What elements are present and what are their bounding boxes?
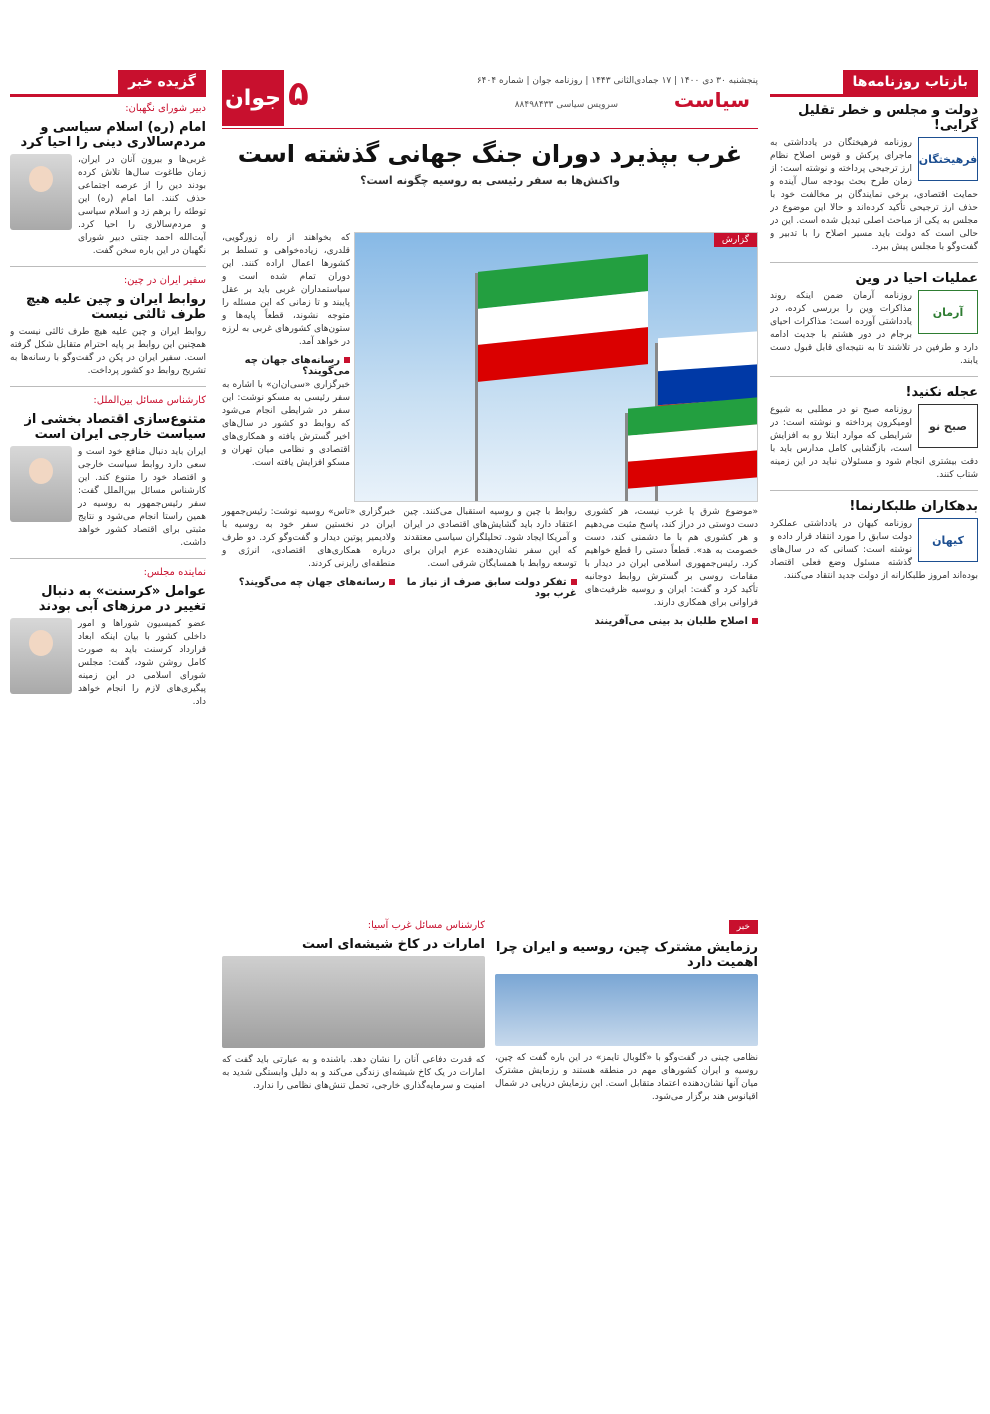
article-subheading (585, 616, 758, 627)
press-review-label: بازتاب روزنامه‌ها (843, 70, 979, 94)
subheading-text: اصلاح طلبان بد بینی می‌آفرینند (594, 616, 748, 627)
press-item (770, 499, 978, 583)
iran-flag (478, 254, 648, 382)
section-title: سیاست (673, 88, 750, 112)
subheading-text: رسانه‌های جهان چه می‌گویند؟ (238, 577, 386, 588)
article-subtitle: کارشناس مسائل غرب آسیا: (367, 920, 485, 931)
news-tag: خبر (729, 920, 758, 934)
divider (10, 558, 206, 559)
bottom-articles (222, 914, 758, 1414)
avatar (10, 618, 72, 694)
article-title: امارات در کاخ شیشه‌ای است (301, 937, 485, 952)
press-item-title: عجله نکنید! (905, 385, 978, 400)
digest-title: متنوع‌سازی اقتصاد بخشی از سیاست خارجی ایران است (24, 412, 206, 442)
digest-text: ایران باید دنبال منافع خود است و سعی دارد روابط سیاست خارجی و اقتصاد خود را متنوع کند. این کارشناس مسائل بین‌الملل گفت: سفر رئیس‌جمهور به روسیه در همین راستا انجام می‌شود و نتایج مثبتی برای اقتصاد کشور خواهد داشت. (78, 447, 206, 548)
newspaper-logo: فرهیختگان (918, 137, 978, 181)
article-column (403, 506, 576, 906)
digest-item (10, 567, 206, 709)
digest-subtitle: دبیر شورای نگهبان: (125, 103, 206, 114)
side-heading-text: رسانه‌های جهان چه می‌گویند؟ (244, 355, 350, 377)
bullet-icon (571, 579, 577, 585)
digest-text: روابط ایران و چین علیه هیچ طرف ثالثی نیست و همچنین این روابط بر پایه احترام متقابل شکل گرفته است. سفیر ایران در پکن در گفت‌وگو با رسانه‌ها به تشریح روابط دو کشور پرداخت. (10, 327, 206, 376)
press-item-title: دولت و مجلس و خطر تقلیل گرایی! (798, 103, 978, 133)
expert-portrait (222, 956, 485, 1048)
article-column (222, 506, 395, 906)
press-item-text: روزنامه فرهیختگان در یادداشتی به ماجرای پرکش و قوس اصلاح نظام ارز ترجیحی پرداخته و نوشته است: از زمان طرح بحث بودجه سال آینده و حمایت اقتصادی، برخی نمایندگان بر مخالفت خود با حذف ارز ترجیحی تأکید کرده‌اند و حالا این موضوع در مجلس به یکی از مباحث اصلی تبدیل شده است. این در حالی است که دولت باید مسیر اصلاح را با تدبیر و گفت‌وگو با مجلس پیش ببرد. (770, 138, 978, 252)
press-item-text: روزنامه صبح نو در مطلبی به شیوع اومیکرون پرداخته و نوشته است: در شرایطی که موارد ابتلا رو به افزایش است، بازگشایی کامل مدارس باید با دقت بیشتری انجام شود و مسئولان نباید در این زمینه شتاب کنند. (770, 405, 978, 480)
divider (770, 262, 978, 263)
article-text: نظامی چینی در گفت‌وگو با «گلوبال تایمز» در این باره گفت که چین، روسیه و ایران کشورهای مهم در منطقه هستند و رزمایش مشترک میان آنها نشان‌دهنده اعتماد متقابل است. این رزمایش دریایی در شمال اقیانوس هند برگزار می‌شود. (495, 1053, 758, 1102)
side-article-heading (222, 355, 350, 377)
article-subheading (403, 577, 576, 599)
digest-text: عضو کمیسیون شوراها و امور داخلی کشور با بیان اینکه ابعاد قرارداد کرسنت باید به صورت کامل روشن شود، گفت: مجلس شورای اسلامی در این زمینه پیگیری‌های لازم را انجام خواهد داد. (78, 619, 206, 707)
divider (10, 386, 206, 387)
digest-subtitle: کارشناس مسائل بین‌الملل: (93, 395, 206, 406)
digest-item (10, 395, 206, 550)
news-digest-column (10, 70, 206, 1414)
article-text: خبرگزاری «تاس» روسیه نوشت: رئیس‌جمهور ایران در نخستین سفر خود به روسیه با ولادیمیر پوتین دیدار و گفت‌وگو کرد. دو طرف درباره همکاری‌های اقتصادی، انرژی و منطقه‌ای رایزنی کردند. (222, 507, 396, 569)
digest-item (10, 103, 206, 258)
newspaper-logo: جوان (222, 70, 284, 126)
article-column (585, 506, 758, 906)
digest-subtitle: نماینده مجلس: (143, 567, 206, 578)
press-item-title: عملیات احیا در وین (855, 271, 978, 286)
iran-flag (628, 397, 758, 488)
article-subheading (222, 577, 395, 588)
article-text: روابط با چین و روسیه استقبال می‌کنند. چین اعتقاد دارد باید گشایش‌های اقتصادی در ایران و آمریکا ایجاد شود. تحلیلگران سیاسی معتقدند که این سفر نشان‌دهنده عزم ایران برای توسعه روابط با همسایگان شرقی است. (403, 507, 577, 569)
press-item (770, 103, 978, 254)
side-article-text: که بخواهند از راه زورگویی، قلدری، زیاده‌خواهی و تسلط بر کشورها اعمال اراده کنند. این دوران تمام شده است و سیاستمداران غربی باید بر عقل پایبند و تا زمانی که این مسئله را متوجه نشوند، قطعاً پایه‌ها و ستون‌های کشورهای غربی به لرزه در خواهد آمد. (222, 233, 350, 347)
newspaper-logo: آرمان (918, 290, 978, 334)
subheading-text: تفکر دولت سابق صرف از نیاز ما غرب بود (406, 577, 577, 599)
article-text: «موضوع شرق یا غرب نیست، هر کشوری دست دوستی در دراز کند، پاسخ مثبت می‌دهیم و هر کشوری هم با ما دشمنی کند، دست خصومت به هد». قطعاً دستی را قطع خواهیم کرد. رئیس‌جمهوری اسلامی ایران در دیدار با مقامات روسی بر گسترش روابط دوجانبه تأکید کرد و گفت: ایران و روسیه ظرفیت‌های فراوانی برای همکاری دارند. (584, 507, 758, 608)
main-article-columns (222, 506, 758, 906)
flags-photo (354, 232, 758, 502)
avatar (10, 154, 72, 230)
article-title: رزمایش مشترک چین، روسیه و ایران چرا اهمیت دارد (495, 940, 758, 970)
press-item-title: بدهکاران طلبکارنما! (849, 499, 978, 514)
uae-article (222, 914, 485, 1414)
masthead (222, 70, 758, 132)
main-headline (222, 140, 758, 187)
warship-photo (495, 974, 758, 1046)
side-article (222, 232, 350, 470)
avatar (10, 446, 72, 522)
digest-text: غربی‌ها و بیرون آنان در ایران، زمان طاغوت سال‌ها تلاش کرده بودند دین را از عرصه اجتماعی حذف کنند. اما امام (ره) این توطئه را برهم زد و اسلام سیاسی و مردم‌سالاری را احیا کرد. آیت‌الله احمد جنتی دبیر شورای نگهبان در این باره سخن گفت. (78, 155, 206, 256)
side-article-text-2: خبرگزاری «سی‌ان‌ان» با اشاره به سفر رئیسی به مسکو نوشت: این سفر در شرایطی انجام می‌شود که روابط دو کشور در سال‌های اخیر گسترش یافته و همکاری‌های اقتصادی و نظامی میان تهران و مسکو افزایش یافته است. (222, 380, 350, 468)
news-digest-header (10, 70, 206, 97)
article-text: که قدرت دفاعی آنان را نشان دهد. باشنده و به عبارتی باید گفت که امارات در یک کاخ شیشه‌ای زندگی می‌کند و به دلیل وابستگی شدید به امنیت و سرمایه‌گذاری خارجی، تحمل تنش‌های نظامی را ندارد. (222, 1055, 485, 1091)
section-subtitle: سرویس سیاسی ۸۸۴۹۸۴۳۳ (514, 100, 618, 110)
issue-info: پنجشنبه ۳۰ دی ۱۴۰۰ | ۱۷ جمادی‌الثانی ۱۴۴۳ | روزنامه جوان | شماره ۶۴۰۴ (476, 76, 758, 86)
press-item-text: روزنامه آرمان ضمن اینکه روند مذاکرات وین را بررسی کرده، در یادداشتی آورده است: مذاکرات احیای برجام در دور هشتم با جدیت ادامه دارد و طرفین در تلاشند تا به نتیجه‌ای قابل قبول دست یابند. (770, 291, 978, 366)
press-review-column (770, 70, 978, 1414)
news-digest-label: گزیده خبر (118, 70, 206, 94)
bullet-icon (752, 618, 758, 624)
press-item (770, 385, 978, 482)
bullet-icon (389, 579, 395, 585)
bullet-icon (344, 357, 350, 363)
divider (10, 266, 206, 267)
headline-lead: واکنش‌ها به سفر رئیسی به روسیه چگونه است؟ (360, 174, 620, 187)
press-item-text: روزنامه کیهان در یادداشتی عملکرد دولت سابق را مورد انتقاد قرار داده و نوشته است: کسانی که در سال‌های گذشته مسئول وضع فعلی اقتصاد بوده‌اند امروز طلبکارانه از دولت جدید انتقاد می‌کنند. (770, 519, 978, 581)
digest-title: عوامل «کرسنت» به دنبال تغییر در مرزهای آبی بودند (38, 584, 206, 614)
newspaper-logo: کیهان (918, 518, 978, 562)
masthead-rule (222, 128, 758, 129)
press-item (770, 271, 978, 368)
digest-title: امام (ره) اسلام سیاسی و مردم‌سالاری دینی را احیا کرد (20, 120, 206, 150)
divider (770, 376, 978, 377)
digest-title: روابط ایران و چین علیه هیچ طرف ثالثی نیست (26, 292, 206, 322)
digest-subtitle: سفیر ایران در چین: (123, 275, 206, 286)
digest-item (10, 275, 206, 378)
report-tag: گزارش (714, 233, 757, 247)
divider (770, 490, 978, 491)
page-number: ۵ (288, 74, 309, 114)
press-review-header (770, 70, 978, 97)
exercise-article (495, 914, 758, 1414)
newspaper-logo: صبح نو (918, 404, 978, 448)
headline-text: غرب بپذیرد دوران جنگ جهانی گذشته است (237, 140, 743, 168)
